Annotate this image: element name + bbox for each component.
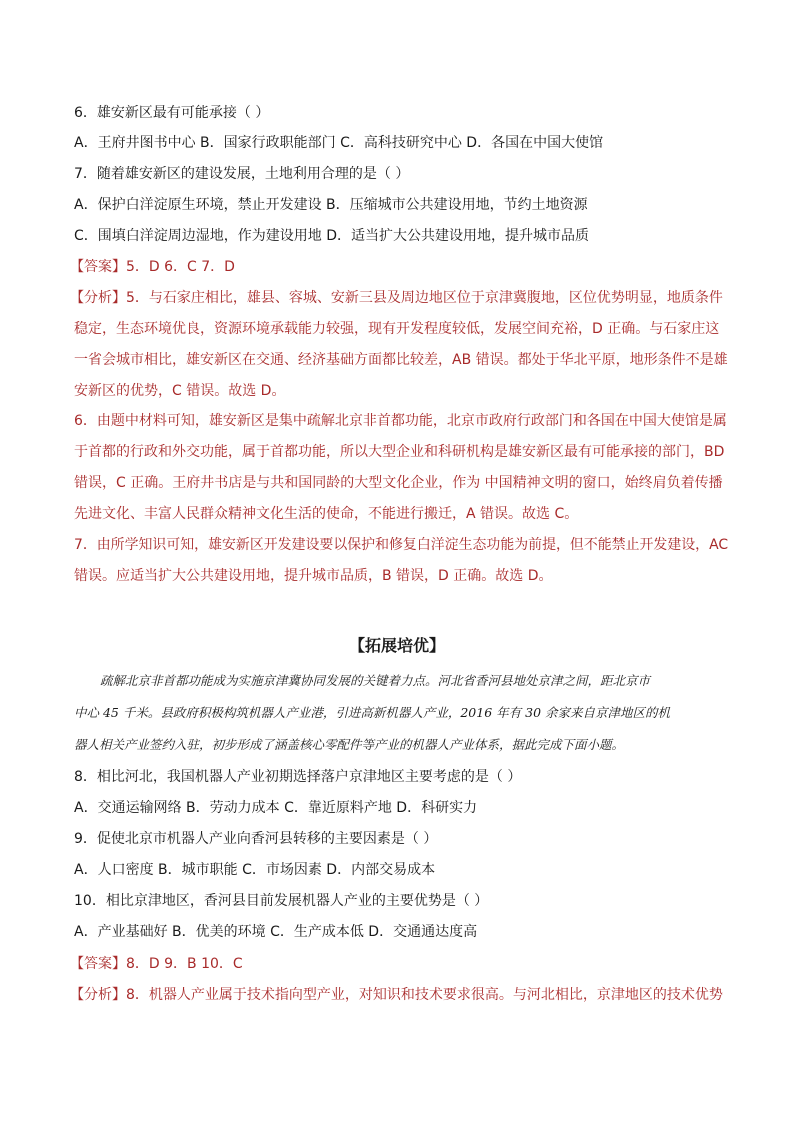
analysis-7-line-1: 7．由所学知识可知，雄安新区开发建设要以保护和修复白洋淀生态功能为前提，但不能禁止开发建设，AC	[74, 537, 729, 553]
section-title: 【拓展培优】	[348, 636, 445, 655]
answer-text: 5．D 6．C 7．D	[126, 259, 235, 275]
analysis-6-line-3: 错误，C 正确。王府井书店是与共和国同龄的大型文化企业，作为 中国精神文明的窗口，始终肩负着传播	[74, 475, 723, 491]
analysis-5-line-3: 一省会城市相比，雄安新区在交通、经济基础方面都比较差，AB 错误。都处于华北平原，地形条件不是雄	[74, 352, 728, 368]
analysis-5-line-4: 安新区的优势，C 错误。故选 D。	[74, 383, 286, 399]
analysis-tag: 【分析】	[70, 290, 126, 306]
analysis-7-line-2: 错误。应适当扩大公共建设用地，提升城市品质，B 错误，D 正确。故选 D。	[74, 568, 553, 584]
analysis-6-line-2: 于首都的行政和外交功能，属于首都功能，所以大型企业和科研机构是雄安新区最有可能承接的部门，BD	[74, 444, 725, 460]
analysis-text: 8．机器人产业属于技术指向型产业，对知识和技术要求很高。与河北相比，京津地区的技术优势	[126, 987, 723, 1003]
question-8-options: A．交通运输网络 B．劳动力成本 C．靠近原料产地 D．科研实力	[74, 800, 478, 816]
analysis-8-line-1	[70, 985, 723, 1005]
answer-text: 8．D 9．B 10．C	[126, 956, 243, 972]
question-9-options: A．人口密度 B．城市职能 C．市场因素 D．内部交易成本	[74, 862, 436, 878]
question-9: 9．促使北京市机器人产业向香河县转移的主要因素是（ ）	[74, 831, 438, 847]
answer-block-2	[70, 954, 243, 974]
analysis-5-line-2: 稳定，生态环境优良，资源环境承载能力较强，现有开发程度较低，发展空间充裕，D 正确。与石家庄这	[74, 321, 720, 337]
answer-tag: 【答案】	[70, 956, 126, 972]
question-6-options: A．王府井图书中心 B．国家行政职能部门 C．高科技研究中心 D．各国在中国大使馆	[74, 135, 604, 151]
material-line-3: 器人相关产业签约入驻，初步形成了涵盖核心零配件等产业的机器人产业体系，据此完成下面小题。	[74, 737, 625, 752]
answer-block-1	[70, 257, 235, 277]
analysis-tag: 【分析】	[70, 987, 126, 1003]
question-8: 8．相比河北，我国机器人产业初期选择落户京津地区主要考虑的是（ ）	[74, 769, 522, 785]
analysis-5-line-1	[70, 288, 723, 308]
analysis-6-line-4: 先进文化、丰富人民群众精神文化生活的使命，不能进行搬迁，A 错误。故选 C。	[74, 506, 579, 522]
material-line-1: 疏解北京非首都功能成为实施京津冀协同发展的关键着力点。河北省香河县地处京津之间，距北京市	[100, 673, 651, 688]
question-7-options-cd: C．围填白洋淀周边湿地，作为建设用地 D．适当扩大公共建设用地，提升城市品质	[74, 228, 590, 244]
analysis-6-line-1: 6．由题中材料可知，雄安新区是集中疏解北京非首都功能，北京市政府行政部门和各国在中国大使馆是属	[74, 413, 727, 429]
question-10: 10．相比京津地区，香河县目前发展机器人产业的主要优势是（ ）	[74, 893, 489, 909]
answer-tag: 【答案】	[70, 259, 126, 275]
material-line-2: 中心 45 千米。县政府积极构筑机器人产业港，引进高新机器人产业，2016 年有 30 余家来自京津地区的机	[74, 705, 670, 720]
question-7-options-ab: A．保护白洋淀原生环境，禁止开发建设 B．压缩城市公共建设用地，节约土地资源	[74, 197, 588, 213]
question-10-options: A．产业基础好 B．优美的环境 C．生产成本低 D．交通通达度高	[74, 924, 478, 940]
question-6: 6．雄安新区最有可能承接（ ）	[74, 105, 270, 121]
analysis-text: 5．与石家庄相比，雄县、容城、安新三县及周边地区位于京津冀腹地，区位优势明显，地质条件	[126, 290, 723, 306]
question-7: 7．随着雄安新区的建设发展，土地利用合理的是（ ）	[74, 166, 410, 182]
